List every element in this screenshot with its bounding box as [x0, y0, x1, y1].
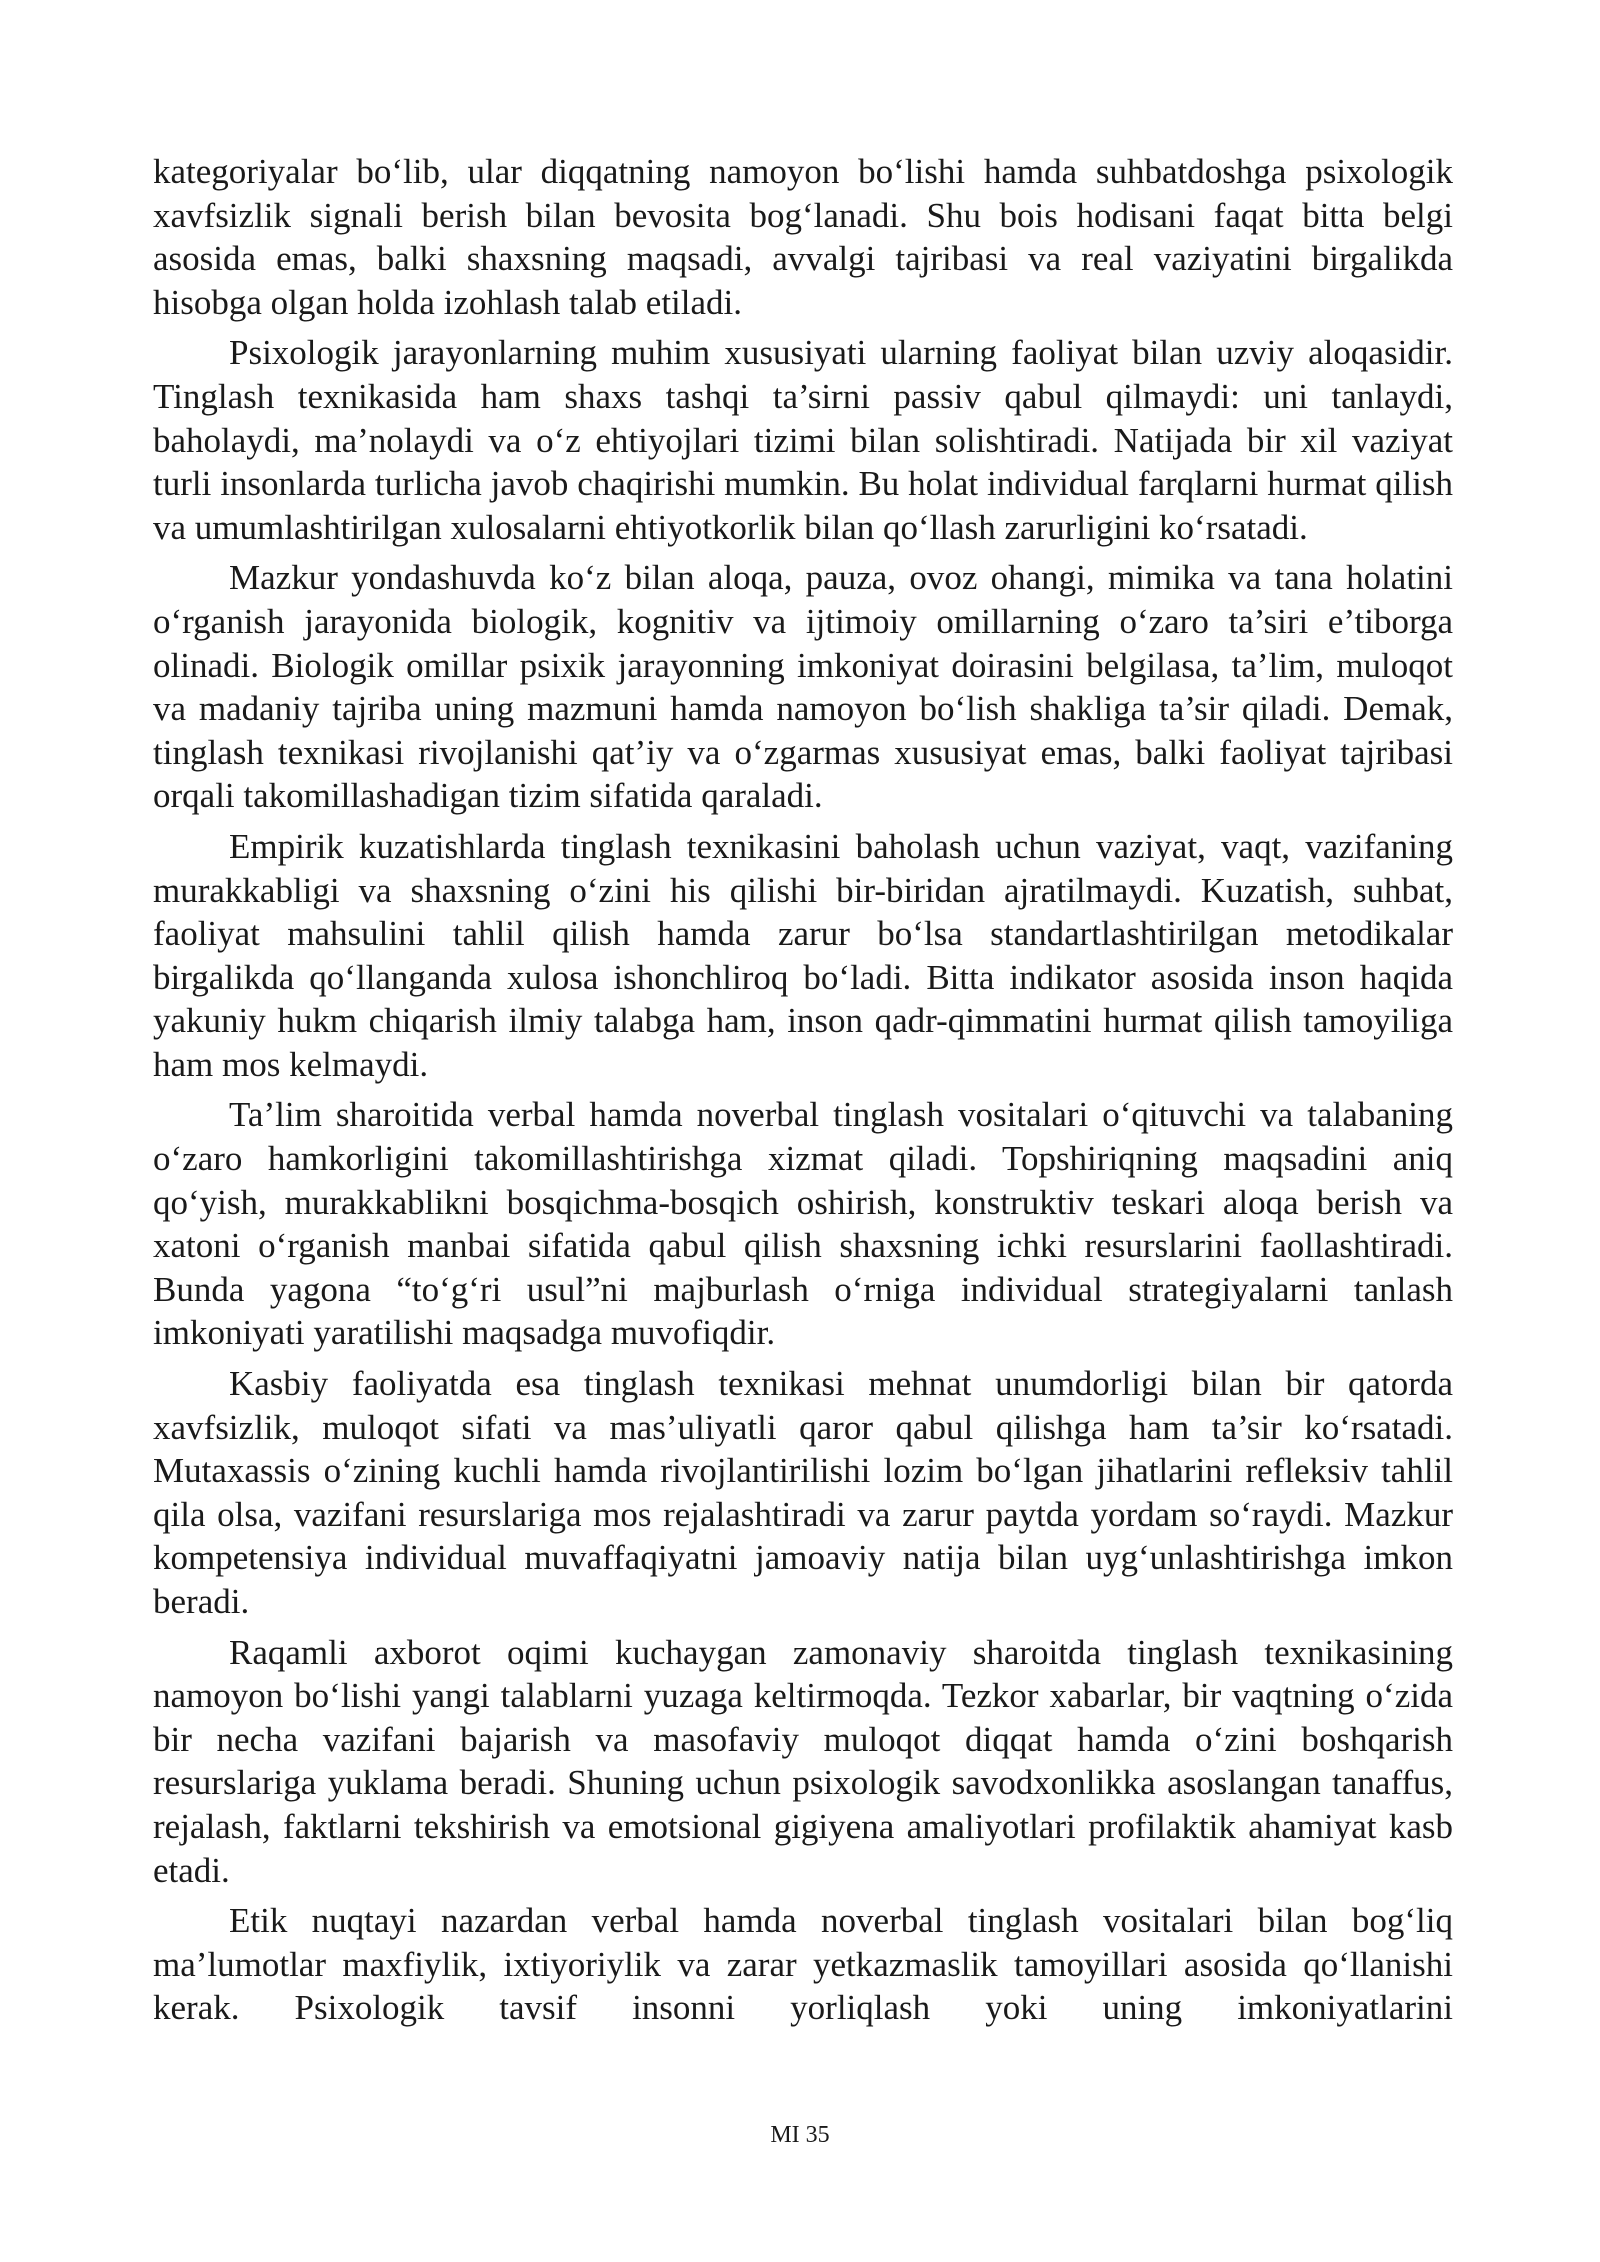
paragraph-6: Kasbiy faoliyatda esa tinglash texnikasi mehnat unumdorligi bilan bir qatorda xavfsizlik, muloqot sifati va mas’uliyatli qaror qabul qilishga ham ta’sir ko‘rsatadi. Mutaxassis o‘zining kuchli hamda rivojlantirilishi lozim bo‘lgan jihatlarini refleksiv tahlil qila olsa, vazifani resurslariga mos rejalashtiradi va zarur paytda yordam so‘raydi. Mazkur kompetensiya individual muvaffaqiyatni jamoaviy natija bilan uyg‘unlashtirishga imkon beradi. — [153, 1364, 1453, 1621]
body-text — [153, 150, 1453, 2037]
paragraph-2: Psixologik jarayonlarning muhim xususiyati ularning faoliyat bilan uzviy aloqasidir. Tinglash texnikasida ham shaxs tashqi ta’sirni passiv qabul qilmaydi: uni tanlaydi, baholaydi, ma’nolaydi va o‘z ehtiyojlari tizimi bilan solishtiradi. Natijada bir xil vaziyat turli insonlarda turlicha javob chaqirishi mumkin. Bu holat individual farqlarni hurmat qilish va umumlashtirilgan xulosalarni ehtiyotkorlik bilan qo‘llash zarurligini ko‘rsatadi. — [153, 333, 1453, 547]
page-number: MI 35 — [770, 2122, 830, 2148]
paragraph-7: Raqamli axborot oqimi kuchaygan zamonaviy sharoitda tinglash texnikasining namoyon bo‘lishi yangi talablarni yuzaga keltirmoqda. Tezkor xabarlar, bir vaqtning o‘zida bir necha vazifani bajarish va masofaviy muloqot diqqat hamda o‘zini boshqarish resurslariga yuklama beradi. Shuning uchun psixologik savodxonlikka asoslangan tanaffus, rejalash, faktlarni tekshirish va emotsional gigiyena amaliyotlari profilaktik ahamiyat kasb etadi. — [153, 1632, 1453, 1890]
paragraph-1: kategoriyalar bo‘lib, ular diqqatning namoyon bo‘lishi hamda suhbatdoshga psixologik xavfsizlik signali berish bilan bevosita bog‘lanadi. Shu bois hodisani faqat bitta belgi asosida emas, balki shaxsning maqsadi, avvalgi tajribasi va real vaziyatini birgalikda hisobga olgan holda izohlash talab etiladi. — [153, 152, 1453, 322]
paragraph-5: Ta’lim sharoitida verbal hamda noverbal tinglash vositalari o‘qituvchi va talabaning o‘zaro hamkorligini takomillashtirishga xizmat qiladi. Topshiriqning maqsadini aniq qo‘yish, murakkablikni bosqichma-bosqich oshirish, konstruktiv teskari aloqa berish va xatoni o‘rganish manbai sifatida qabul qilish shaxsning ichki resurslarini faollashtiradi. Bunda yagona “to‘g‘ri usul”ni majburlash o‘rniga individual strategiyalarni tanlash imkoniyati yaratilishi maqsadga muvofiqdir. — [153, 1095, 1453, 1353]
paragraph-3: Mazkur yondashuvda ko‘z bilan aloqa, pauza, ovoz ohangi, mimika va tana holatini o‘rganish jarayonida biologik, kognitiv va ijtimoiy omillarning o‘zaro ta’siri e’tiborga olinadi. Biologik omillar psixik jarayonning imkoniyat doirasini belgilasa, ta’lim, muloqot va madaniy tajriba uning mazmuni hamda namoyon bo‘lish shakliga ta’sir qiladi. Demak, tinglash texnikasi rivojlanishi qat’iy va o‘zgarmas xususiyat emas, balki faoliyat tajribasi orqali takomillashadigan tizim sifatida qaraladi. — [153, 558, 1453, 816]
paragraph-4: Empirik kuzatishlarda tinglash texnikasini baholash uchun vaziyat, vaqt, vazifaning murakkabligi va shaxsning o‘zini his qilishi bir-biridan ajratilmaydi. Kuzatish, suhbat, faoliyat mahsulini tahlil qilish hamda zarur bo‘lsa standartlashtirilgan metodikalar birgalikda qo‘llanganda xulosa ishonchliroq bo‘ladi. Bitta indikator asosida inson haqida yakuniy hukm chiqarish ilmiy talabga ham, inson qadr-qimmatini hurmat qilish tamoyiliga ham mos kelmaydi. — [153, 826, 1453, 1084]
paragraph-8: Etik nuqtayi nazardan verbal hamda noverbal tinglash vositalari bilan bog‘liq ma’lumotlar maxfiylik, ixtiyoriylik va zarar yetkazmaslik tamoyillari asosida qo‘llanishi kerak. Psixologik tavsif insonni yorliqlash yoki uning imkoniyatlarini — [153, 1901, 1453, 2028]
